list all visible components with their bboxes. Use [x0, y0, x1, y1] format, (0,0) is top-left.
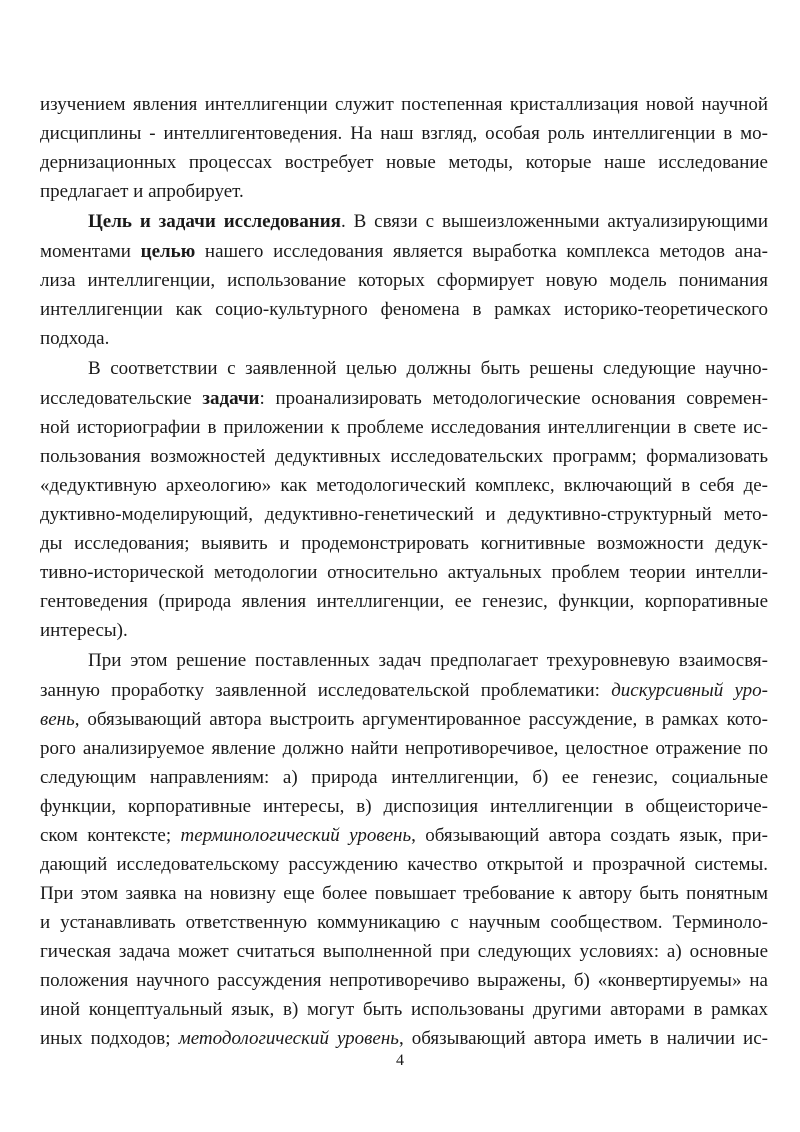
text-fragment: , обязывающий автора иметь в наличии ис- [398, 1028, 768, 1049]
text-line: и устанавливать ответственную коммуникацию с научным сообществом. Терминоло- [40, 912, 768, 933]
text-line: функции, корпоративные интересы, в) диспозиция интеллигенции в общеисториче- [40, 796, 768, 817]
page-number: 4 [396, 1052, 404, 1069]
text-fragment: . В связи с вышеизложенными актуализирующими [340, 211, 768, 232]
text-fragment: моментами [40, 241, 141, 262]
bold-term: задачи [202, 388, 260, 409]
text-line: пользования возможностей дедуктивных исследовательских программ; формализовать [40, 446, 768, 467]
paragraph [40, 353, 768, 645]
text-line: гическая задача может считаться выполненной при следующих условиях: а) основные [40, 941, 768, 962]
text-line: ды исследования; выявить и продемонстрировать когнитивные возможности дедук- [40, 533, 768, 554]
text-line: подхода. [40, 328, 110, 349]
text-line: «дедуктивную археологию» как методологический комплекс, включающий в себя де- [40, 475, 768, 496]
text-line [40, 237, 768, 266]
text-fragment: исследовательские [40, 388, 203, 409]
text-line: рого анализируемое явление должно найти непротиворечивое, целостное отражение по [40, 738, 768, 759]
text-fragment: иных подходов; [40, 1028, 179, 1049]
text-line: иной концептуальный язык, в) могут быть использованы другими авторами в рамках [40, 999, 768, 1020]
text-line [40, 676, 768, 705]
text-line: В соответствии с заявленной целью должны быть решены следующие научно- [88, 358, 768, 379]
text-fragment: : проанализировать методологические основания современ- [259, 388, 768, 409]
paragraph [40, 90, 768, 206]
paragraph [40, 206, 768, 353]
body-text [40, 90, 768, 1053]
text-line [40, 206, 768, 237]
text-line [40, 705, 768, 734]
text-line: интересы). [40, 620, 128, 641]
text-line: интеллигенции как социо-культурного феномена в рамках историко-теоретического [40, 299, 768, 320]
text-line: дисциплины - интеллигентоведения. На наш взгляд, особая роль интеллигенции в мо- [40, 123, 768, 144]
italic-term: вень [40, 709, 75, 730]
text-line [40, 821, 768, 850]
text-line: При этом заявка на новизну еще более повышает требование к автору быть понятным [40, 883, 768, 904]
text-fragment: , обязывающий автора создать язык, при- [411, 825, 768, 846]
italic-term: терминологический уровень [180, 825, 412, 846]
text-line: гентоведения (природа явления интеллигенции, ее генезис, функции, корпоративные [40, 591, 768, 612]
text-line: предлагает и апробирует. [40, 181, 244, 202]
text-fragment: нашего исследования является выработка комплекса методов ана- [195, 241, 768, 262]
text-line: положения научного рассуждения непротиворечиво выражены, б) «конвертируемы» на [40, 970, 768, 991]
text-line: изучением явления интеллигенции служит постепенная кристаллизация новой научной [40, 94, 768, 115]
text-line: При этом решение поставленных задач предполагает трехуровневую взаимосвя- [88, 650, 768, 671]
section-heading: Цель и задачи исследования [88, 211, 341, 232]
text-line: дуктивно-моделирующий, дедуктивно-генетический и дедуктивно-структурный мето- [40, 504, 768, 525]
text-line: дающий исследовательскому рассуждению качество открытой и прозрачной системы. [40, 854, 768, 875]
text-line: дернизационных процессах востребует новые методы, которые наше исследование [40, 152, 768, 173]
text-line: ной историографии в приложении к проблеме исследования интеллигенции в свете ис- [40, 417, 768, 438]
italic-term: методологический уровень [178, 1028, 399, 1049]
text-fragment: занную проработку заявленной исследовательской проблематики: [40, 680, 612, 701]
italic-term: дискурсивный уро- [611, 680, 768, 701]
text-line [40, 384, 768, 413]
paragraph [40, 645, 768, 1053]
text-line [40, 1024, 768, 1053]
text-line: следующим направлениям: а) природа интеллигенции, б) ее генезис, социальные [40, 767, 768, 788]
bold-term: целью [140, 241, 196, 262]
text-fragment: ском контексте; [40, 825, 181, 846]
text-fragment: , обязывающий автора выстроить аргументированное рассуждение, в рамках кото- [74, 709, 768, 730]
text-line: тивно-исторической методологии относительно актуальных проблем теории интелли- [40, 562, 768, 583]
text-line: лиза интеллигенции, использование которых сформирует новую модель понимания [40, 270, 768, 291]
